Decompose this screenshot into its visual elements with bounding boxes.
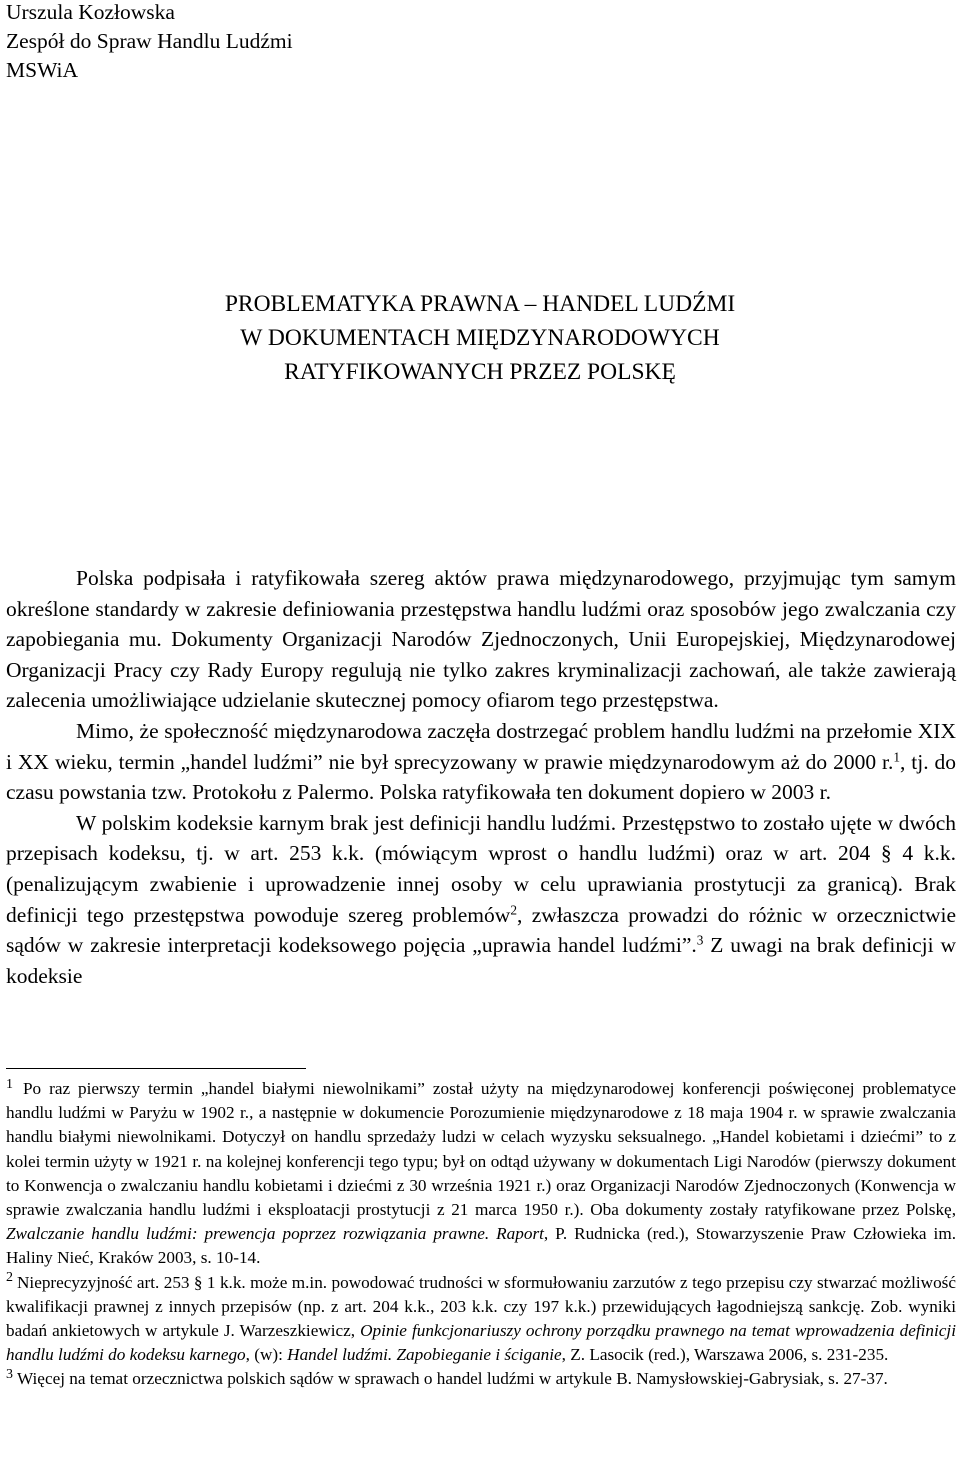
footnote-1-italic: Zwalczanie handlu ludźmi: prewencja poprzez rozwiązania prawne. Raport bbox=[6, 1224, 544, 1244]
author-unit: Zespół do Spraw Handlu Ludźmi bbox=[6, 29, 293, 53]
footnote-2-number: 2 bbox=[6, 1270, 13, 1286]
footnote-3-number: 3 bbox=[6, 1367, 13, 1383]
footnote-2-text-a: Nieprecyzyjność art. 253 § 1 k.k. może m.in. powodować trudności w sformułowaniu zarzutów z tego przepisu czy stwarzać możliwość kwalifikacji prawnej z innych przepisów (np. z art. 204 k.k., 203 k.k. czy 197 k.k.) przewidujących łagodniejszą sankcję. Zob. wyniki badań ankietowych w artykule J. Warzeszkiewicz, bbox=[6, 1272, 956, 1341]
paragraph-2-text-a: Mimo, że społeczność międzynarodowa zaczęła dostrzegać problem handlu ludźmi na przełomie XIX i XX wieku, termin „handel ludźmi” nie był sprecyzowany w prawie międzynarodowym aż do 2000 r. bbox=[6, 718, 956, 774]
footnote-2-italic-1: Opinie funkcjonariuszy ochrony porządku prawnego na temat wprowadzenia definicji handlu ludźmi do kodeksu karnego bbox=[6, 1321, 956, 1365]
footnote-1-text-a: Po raz pierwszy termin „handel białymi niewolnikami” został użyty na międzynarodowej konferencji poświęconej problematyce handlu ludźmi w Paryżu w 1902 r., a następnie w dokumencie Porozumienie międzynarodowe z 18 maja 1904 r. w sprawie zwalczania handlu białymi niewolnikami. Dotyczył on handlu sprzedaży ludzi w celach wyzysku seksualnego. „Handel kobietami i dziećmi” to z kolei termin użyty w 1921 r. na kolejnej konferencji tego typu; był on odtąd używany w dokumentach Ligi Narodów (pierwszy dokument to Konwencja o zwalczaniu handlu kobietami i dziećmi z 30 września 1921 r.) oraz Organizacji Narodów Zjednoczonych (Konwencja w sprawie zwalczania handlu ludźmi i eksploatacji prostytucji z 21 marca 1950 r.). Oba dokumenty zostały ratyfikowane przez Polskę, bbox=[6, 1079, 956, 1220]
footnote-1 bbox=[6, 1077, 956, 1271]
footnote-1-number: 1 bbox=[6, 1076, 13, 1092]
footnote-3-text: Więcej na temat orzecznictwa polskich sądów w sprawach o handel ludźmi w artykule B. Namysłowskiej-Gabrysiak, s. 27-37. bbox=[17, 1369, 888, 1389]
footnote-3 bbox=[6, 1367, 956, 1391]
footnote-ref-3[interactable]: 3 bbox=[696, 932, 704, 948]
footnote-ref-2[interactable]: 2 bbox=[510, 902, 517, 918]
paragraph-2 bbox=[6, 716, 956, 808]
footnotes bbox=[6, 1077, 956, 1392]
document-title bbox=[0, 287, 960, 389]
footnote-ref-1[interactable]: 1 bbox=[893, 749, 900, 765]
footnote-2-italic-2: Handel ludźmi. Zapobieganie i ściganie bbox=[287, 1345, 562, 1365]
footnote-2-text-c: , Z. Lasocik (red.), Warszawa 2006, s. 231-235. bbox=[561, 1345, 889, 1365]
paragraph-3-text-b: , zwłaszcza prowadzi do różnic w orzecznictwie sądów w zakresie interpretacji kodeksowego pojęcia „uprawia handel ludźmi”. bbox=[6, 902, 956, 958]
author-ministry: MSWiA bbox=[6, 58, 79, 82]
paragraph-3-text-c: Z uwagi na brak definicji w kodeksie bbox=[6, 933, 956, 988]
footnote-2-text-b: , (w): bbox=[245, 1345, 288, 1365]
footnote-1-text-b: , P. Rudnicka (red.), Stowarzyszenie Praw Człowieka im. Haliny Nieć, Kraków 2003, s. 10-14. bbox=[6, 1224, 956, 1268]
footnote-2 bbox=[6, 1271, 956, 1368]
title-line-1: PROBLEMATYKA PRAWNA – HANDEL LUDŹMI bbox=[224, 291, 736, 317]
author-name: Urszula Kozłowska bbox=[6, 0, 175, 24]
paragraph-1: Polska podpisała i ratyfikowała szereg aktów prawa międzynarodowego, przyjmując tym samym określone standardy w zakresie definiowania przestępstwa handlu ludźmi oraz sposobów jego zwalczania czy zapobiegania mu. Dokumenty Organizacji Narodów Zjednoczonych, Unii Europejskiej, Międzynarodowej Organizacji Pracy czy Rady Europy regulują nie tylko zakres kryminalizacji zachowań, ale także zawierają zalecenia umożliwiające udzielanie skutecznej pomocy ofiarom tego przestępstwa. bbox=[6, 566, 956, 713]
title-line-2: W DOKUMENTACH MIĘDZYNARODOWYCH bbox=[240, 325, 720, 351]
body-text bbox=[6, 563, 956, 991]
title-line-3: RATYFIKOWANYCH PRZEZ POLSKĘ bbox=[284, 359, 676, 385]
footnote-separator bbox=[6, 1068, 306, 1069]
paragraph-3 bbox=[6, 808, 956, 992]
paragraph-3-text-a: W polskim kodeksie karnym brak jest definicji handlu ludźmi. Przestępstwo to zostało ujęte w dwóch przepisach kodeksu, tj. w art. 253 k.k. (mówiącym wprost o handlu ludźmi) oraz w art. 204 § 4 k.k. (penalizującym zwabienie i uprowadzenie innej osoby w celu uprawiania prostytucji za granicą). Brak definicji tego przestępstwa powoduje szereg problemów bbox=[6, 810, 956, 927]
paragraph-2-text-b: , tj. do czasu powstania tzw. Protokołu z Palermo. Polska ratyfikowała ten dokument dopiero w 2003 r. bbox=[6, 749, 956, 805]
author-block bbox=[6, 0, 293, 85]
